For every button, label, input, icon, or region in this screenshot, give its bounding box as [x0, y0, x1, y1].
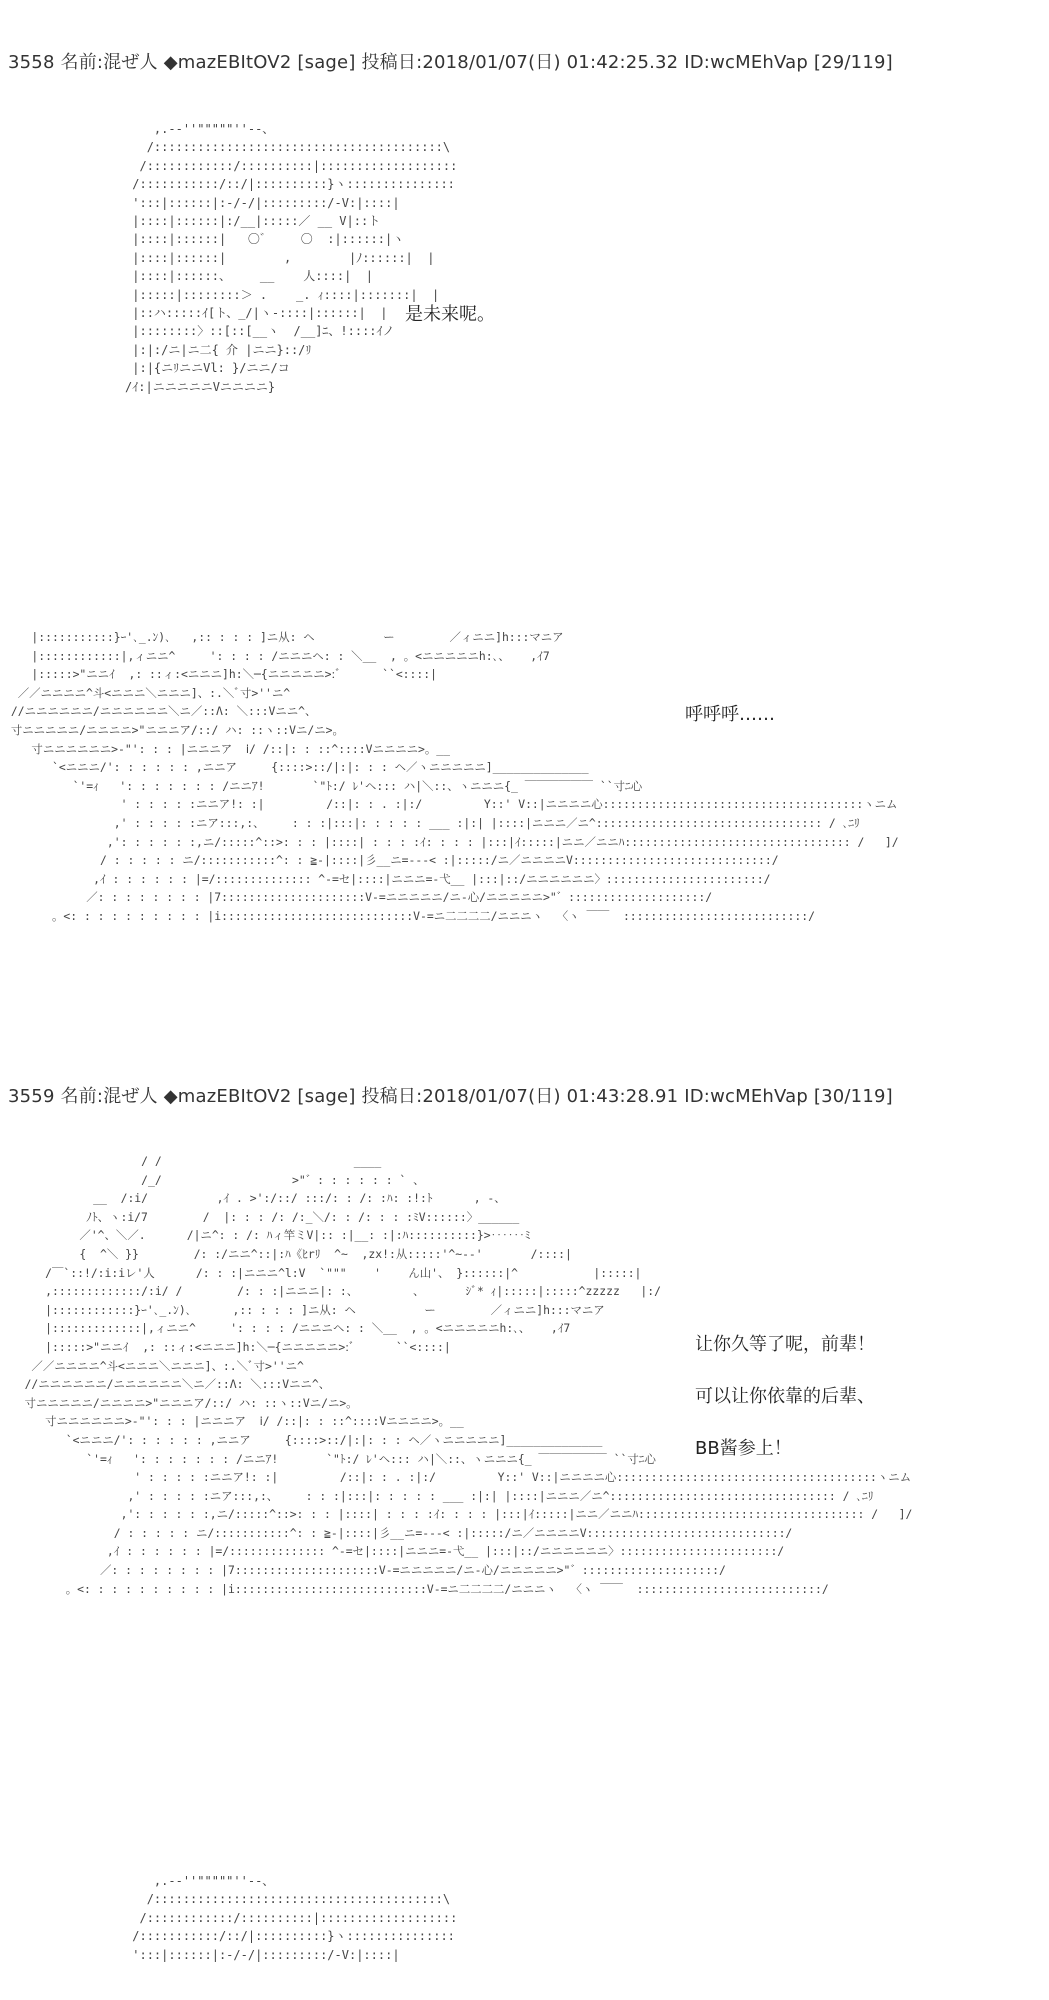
ascii-art-character: ,.-‐''"""""''‐-、 /::::::::::::::::::::::::::::::::::::::::\ /::::::::::::/::::::::::|::::::::::::::::::: /:::::::::::/::/|::::::::::}ヽ::::::::::::::: ':::|::::::|:-/-/|:::::::::/-V:|::::| |::::|::::::|:/__|:::::／ __ V|::ト |::::|::::::| 〇゛ 〇 :|::::::|ヽ |::::|::::::| , |ﾉ::::::| | |::::|::::::、 __ 人::::| | |:::::|::::::::＞ . _. ｨ::::|:::::::| | |::ハ:::::ｲ[ト、_/|ヽ-::::|::::::| | |::::::::〉::[::[__ヽ /__]ﾆ、!::::ｲノ |:|:/ニ|ニ二{ 介 |ニニ}::/ﾘ |:|{ニﾘニニVl: }/ニニ/コ /ｲ:|ニニニニニVニニニニ}: [125, 122, 458, 394]
post-header: 3558 名前:混ぜ人 ◆mazEBItOV2 [sage] 投稿日:2018/01/07(日) 01:42:25.32 ID:wcMEhVap [29/119]: [8, 52, 893, 73]
dialogue-text: [685, 700, 775, 752]
dialogue-line: BB酱参上！: [695, 1438, 792, 1459]
post-header: 3559 名前:混ぜ人 ◆mazEBItOV2 [sage] 投稿日:2018/01/07(日) 01:43:28.91 ID:wcMEhVap [30/119]: [8, 1086, 893, 1107]
dialogue-line: 让你久等了呢，前辈！: [695, 1334, 875, 1355]
dialogue-text: [405, 300, 495, 352]
dialogue-line: 是未来呢。: [405, 304, 495, 325]
ascii-art-character: ,.-‐''"""""''‐-、 /::::::::::::::::::::::::::::::::::::::::\ /::::::::::::/::::::::::|::::::::::::::::::: /:::::::::::/::/|::::::::::}ヽ::::::::::::::: ':::|::::::|:-/-/|:::::::::/-V:|::::|: [132, 1874, 458, 1962]
dialogue-line: 呼呼呼……: [685, 704, 775, 725]
dialogue-line: 可以让你依靠的后辈、: [695, 1386, 875, 1407]
ascii-art-scene: / / ____ /_/ >"゛: : : : : : ` 、 __ /:i/ ,ｲ . >':/::/ :::/: : /: :ﾊ: :!:ﾄ , -、 ﾉﾄ、ヽ:i/7 / |: : : /: /:_＼/: : /: : : :ﾐV::::::〉______ ／'^、＼／. /|ニ^: : /: ﾊィ竿ミV|:: :|__: :|:ﾊ::::::::::}>‥‥‥ﾐ { ^＼ }} /: :/ニニ^::|:ﾊ《ﾋrﾘ ^~ ,zx!:从:::::'^~‐‐' /::::| /￣`::!/:i:iレ'人 /: : :|ニニニ^l:V `""" ' ん山'、 }::::::|^ |:::::| ,:::::::::::::/:i/ / /: : :|ニニニ|: :、 、 ｼﾞ* ｨ|:::::|:::::^zzzzz |:/ |::::::::::::}ｰ'､_.ﾝ)､ ,:: : : : ]ニ从: ヘ ー ／ィニニ]h:::マニア |:::::::::::::|,ィニニ^ ': : : : /ニニニヘ: : ＼__ , 。<ニニニニニh:､、 ,ｲ7 |:::::>"ニニｲ ,: ::ィ:<ニニニ]h:＼─{ニニニニニ>:ﾞ ``<::::| ／／ニニニニ^斗<ニニニ＼ニニニ]、:.＼ﾞ寸>''ニ^ //ニニニニニニ/ニニニニニニ＼ニ／::Λ: ＼:::Vニニ^、 寸ニニニニニ/ニニニニ>"ニニニア/::/ ハ: ::ヽ::Vニ/ニ>。 寸ニニニニニニ>-"': : : |ニニニア ⅰ/ /::|: : ::^::::Vニニニニ>。__ `<ニニニ/': : : : : : ,ニニア {::::>::/|:|: : : ヘ／ヽニニニニニ]______________ `'=ｨ ': : : : : : : /ニニｱ! `"ﾄ:/ ﾚ'ヘ::: ハ|＼::、ヽニニニ{_ ￣￣￣￣￣￣ ``寸ﾆ心 ' : : : : :ニニア!: :| /::|: : . :|:/ Y::' V::|ニニニニ心::::::::::::::::::::::::::::::::::::::ヽニム ,' : : : : :ニア:::,:、 : : :|:::|: : : : : ___ :|:| |::::|ニニニ／ニ^::::::::::::::::::::::::::::::::: / ､ﾆﾘ ,': : : : : :,ニ/:::::^::>: : : |::::| : : : :ｲ: : : : |:::|ｲ:::::|ニニ／ニニﾊ::::::::::::::::::::::::::::::::: / ]/ / : : : : : ニ/:::::::::::^: : ≧-|::::|彡__ニ=---< :|:::::/ニ／ニニニニV:::::::::::::::::::::::::::::/ ,ｲ : : : : : : |=/:::::::::::::: ^-=セ|::::|ニニニ=-弋__ |:::|::/ニニニニニニ〉:::::::::::::::::::::::/ ／: : : : : : : : |7:::::::::::::::::::::V-=ニニニニニ/ニ-心/ニニニニニ>"゛::::::::::::::::::::/ 。<: : : : : : : : : : |i::::::::::::::::::::::::::::V-=ニ二二二二/ニニニヽ 〈ヽ ￣￣ :::::::::::::::::::::::::::/: [24, 1154, 913, 1596]
dialogue-text: [695, 1330, 875, 1486]
ascii-art-scene: |:::::::::::}ｰ'､_.ﾝ)､ ,:: : : : ]ニ从: ヘ ー ／ィニニ]h:::マニア |::::::::::::|,ィニニ^ ': : : : /ニニニヘ: : ＼__ , 。<ニニニニニh:､、 ,ｲ7 |:::::>"ニニｲ ,: ::ィ:<ニニニ]h:＼─{ニニニニニ>:ﾞ ``<::::| ／／ニニニニ^斗<ニニニ＼ニニニ]、:.＼ﾞ寸>''ニ^ //ニニニニニニ/ニニニニニニ＼ニ／::Λ: ＼:::Vニニ^、 寸ニニニニニ/ニニニニ>"ニニニア/::/ ハ: ::ヽ::Vニ/ニ>。 寸ニニニニニニ>-"': : : |ニニニア ⅰ/ /::|: : ::^::::Vニニニニ>。__ `<ニニニ/': : : : : : ,ニニア {::::>::/|:|: : : ヘ／ヽニニニニニ]______________ `'=ｨ ': : : : : : : /ニニｱ! `"ﾄ:/ ﾚ'ヘ::: ハ|＼::、ヽニニニ{_ ￣￣￣￣￣￣ ``寸ﾆ心 ' : : : : :ニニア!: :| /::|: : . :|:/ Y::' V::|ニニニニ心::::::::::::::::::::::::::::::::::::::ヽニム ,' : : : : :ニア:::,:、 : : :|:::|: : : : : ___ :|:| |::::|ニニニ／ニ^::::::::::::::::::::::::::::::::: / ､ﾆﾘ ,': : : : : :,ニ/:::::^::>: : : |::::| : : : :ｲ: : : : |:::|ｲ:::::|ニニ／ニニﾊ::::::::::::::::::::::::::::::::: / ]/ / : : : : : ニ/:::::::::::^: : ≧-|::::|彡__ニ=---< :|:::::/ニ／ニニニニV:::::::::::::::::::::::::::::/ ,ｲ : : : : : : |=/:::::::::::::: ^-=セ|::::|ニニニ=-弋__ |:::|::/ニニニニニニ〉:::::::::::::::::::::::/ ／: : : : : : : : |7:::::::::::::::::::::V-=ニニニニニ/ニ-心/ニニニニニ>"゛::::::::::::::::::::/ 。<: : : : : : : : : : |i::::::::::::::::::::::::::::V-=ニ二二二二/ニニニヽ 〈ヽ ￣￣ :::::::::::::::::::::::::::/: [10, 630, 899, 923]
